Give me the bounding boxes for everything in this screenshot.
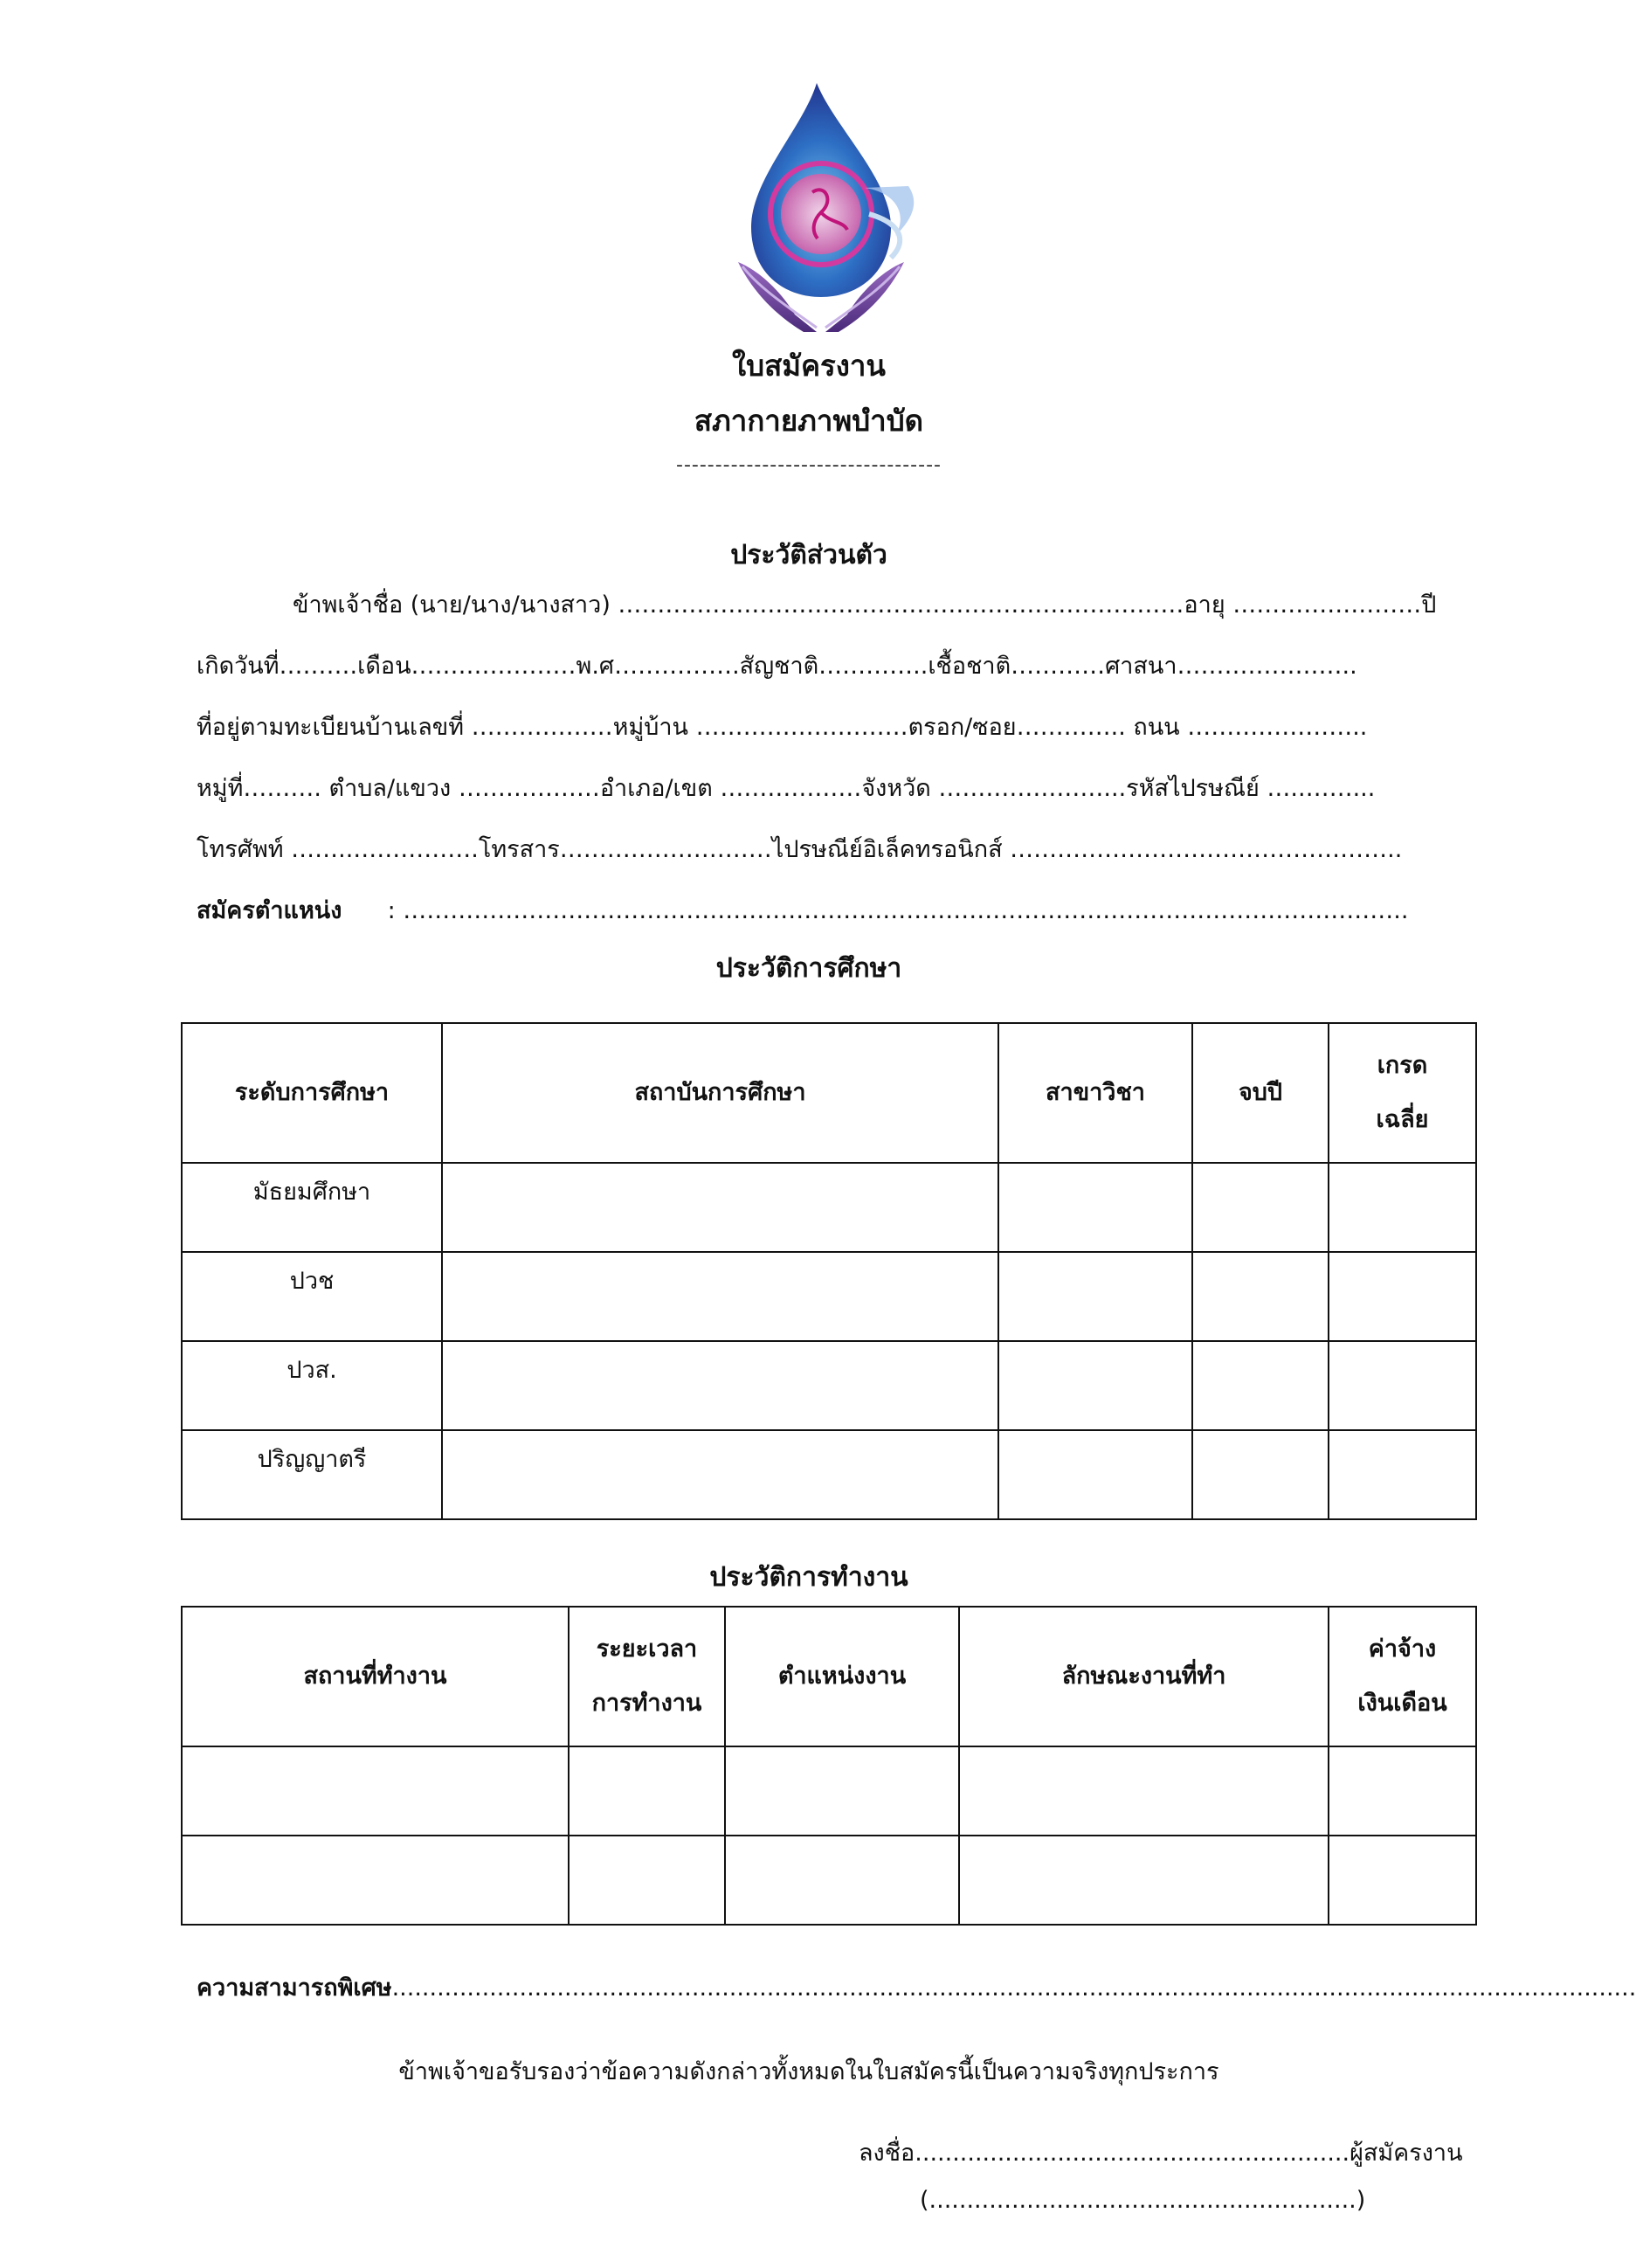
work-history-heading: ประวัติการทำงาน bbox=[709, 1562, 908, 1593]
table-row bbox=[182, 1252, 1476, 1341]
name-age-line[interactable]: ข้าพเจ้าชื่อ (นาย/นาง/นางสาว) ………………………………………………………………อายุ ……………………ปี bbox=[293, 591, 1437, 619]
table-cell[interactable] bbox=[442, 1163, 998, 1252]
physical-therapy-council-logo bbox=[734, 83, 935, 336]
col-duration bbox=[569, 1607, 725, 1746]
table-cell[interactable] bbox=[1329, 1430, 1476, 1519]
table-cell[interactable] bbox=[1192, 1430, 1329, 1519]
col-graduation-year: จบปี bbox=[1192, 1023, 1329, 1163]
col-gpa-line-2: เฉลี่ย bbox=[1376, 1106, 1429, 1133]
col-education-level: ระดับการศึกษา bbox=[182, 1023, 442, 1163]
table-cell[interactable] bbox=[1329, 1341, 1476, 1430]
table-cell[interactable] bbox=[1329, 1746, 1476, 1836]
printed-name-field[interactable]: (.........................................................) bbox=[920, 2187, 1366, 2214]
contact-line[interactable]: โทรศัพท์ ……..…………….โทรสาร………………………ไปรษณีย์อิเล็คทรอนิกส์ ………………………………………….. bbox=[197, 836, 1403, 863]
signature-prefix: ลงชื่อ bbox=[859, 2140, 915, 2167]
address-line-1[interactable]: ที่อยู่ตามทะเบียนบ้านเลขที่ ………………หมู่บ้าน ………………………ตรอก/ซอย………….. ถนน ………………….. bbox=[197, 714, 1368, 741]
work-history-table bbox=[181, 1606, 1477, 1926]
address-line-2[interactable]: หมู่ที่………. ตำบล/แขวง ………………อำเภอ/เขต ………………จังหวัด …………………...รหัสไปรษณีย์ …..……... bbox=[197, 775, 1376, 802]
education-level-cell: ปริญญาตรี bbox=[182, 1430, 442, 1519]
special-skills-line bbox=[197, 1968, 1636, 2006]
certification-statement: ข้าพเจ้าขอรับรองว่าข้อความดังกล่าวทั้งหมดในใบสมัครนี้เป็นความจริงทุกประการ bbox=[398, 2058, 1219, 2085]
education-level-cell: ปวช bbox=[182, 1252, 442, 1341]
col-workplace: สถานที่ทำงาน bbox=[182, 1607, 569, 1746]
birth-nationality-line[interactable]: เกิดวันที่……….เดือน…………………พ.ศ…………….สัญชาติ…………..เชื้อชาติ…………ศาสนา………………….. bbox=[197, 653, 1357, 680]
col-job-position: ตำแหน่งงาน bbox=[725, 1607, 959, 1746]
special-skills-field[interactable]: ...................................................................................................................................................................... bbox=[391, 1974, 1636, 2002]
col-major: สาขาวิชา bbox=[998, 1023, 1192, 1163]
table-cell[interactable] bbox=[1192, 1252, 1329, 1341]
position-field[interactable]: : ……………………………………………………………………………………………………………….. bbox=[387, 897, 1409, 924]
table-cell[interactable] bbox=[442, 1252, 998, 1341]
table-row bbox=[182, 1746, 1476, 1836]
col-salary bbox=[1329, 1607, 1476, 1746]
table-cell[interactable] bbox=[998, 1163, 1192, 1252]
col-salary-line-1: ค่าจ้าง bbox=[1368, 1635, 1437, 1663]
table-cell[interactable] bbox=[1192, 1163, 1329, 1252]
col-institution: สถาบันการศึกษา bbox=[442, 1023, 998, 1163]
col-gpa bbox=[1329, 1023, 1476, 1163]
col-job-description: ลักษณะงานที่ทำ bbox=[959, 1607, 1329, 1746]
col-duration-line-1: ระยะเวลา bbox=[596, 1635, 698, 1663]
table-cell[interactable] bbox=[1192, 1341, 1329, 1430]
col-salary-line-2: เงินเดือน bbox=[1357, 1690, 1447, 1717]
table-cell[interactable] bbox=[569, 1746, 725, 1836]
signature-suffix: ผู้สมัครงาน bbox=[1350, 2140, 1463, 2167]
position-label: สมัครตำแหน่ง bbox=[197, 897, 342, 924]
table-cell[interactable] bbox=[1329, 1163, 1476, 1252]
position-line bbox=[197, 891, 1454, 929]
col-duration-line-2: การทำงาน bbox=[591, 1690, 702, 1717]
col-gpa-line-1: เกรด bbox=[1377, 1052, 1428, 1079]
table-cell[interactable] bbox=[569, 1836, 725, 1925]
table-cell[interactable] bbox=[725, 1836, 959, 1925]
special-skills-label: ความสามารถพิเศษ bbox=[197, 1974, 392, 2002]
education-level-cell: ปวส. bbox=[182, 1341, 442, 1430]
header-divider: ---------------------------------- bbox=[676, 454, 942, 476]
table-row bbox=[182, 1163, 1476, 1252]
table-row bbox=[182, 1341, 1476, 1430]
personal-info-heading: ประวัติส่วนตัว bbox=[730, 540, 887, 570]
education-header-row bbox=[182, 1023, 1476, 1163]
table-cell[interactable] bbox=[725, 1746, 959, 1836]
form-title: ใบสมัครงาน bbox=[732, 349, 886, 383]
table-row bbox=[182, 1430, 1476, 1519]
table-cell[interactable] bbox=[442, 1430, 998, 1519]
table-cell[interactable] bbox=[182, 1836, 569, 1925]
signature-line bbox=[859, 2133, 1463, 2171]
table-cell[interactable] bbox=[959, 1746, 1329, 1836]
education-heading: ประวัติการศึกษา bbox=[715, 953, 902, 984]
table-cell[interactable] bbox=[182, 1746, 569, 1836]
table-cell[interactable] bbox=[998, 1341, 1192, 1430]
table-cell[interactable] bbox=[1329, 1836, 1476, 1925]
table-cell[interactable] bbox=[959, 1836, 1329, 1925]
work-header-row bbox=[182, 1607, 1476, 1746]
table-cell[interactable] bbox=[442, 1341, 998, 1430]
education-table bbox=[181, 1022, 1477, 1520]
organization-name: สภากายภาพบำบัด bbox=[694, 404, 924, 438]
table-cell[interactable] bbox=[1329, 1252, 1476, 1341]
education-level-cell: มัธยมศึกษา bbox=[182, 1163, 442, 1252]
signature-field[interactable]: .......................................................... bbox=[915, 2140, 1350, 2167]
table-cell[interactable] bbox=[998, 1430, 1192, 1519]
table-row bbox=[182, 1836, 1476, 1925]
table-cell[interactable] bbox=[998, 1252, 1192, 1341]
